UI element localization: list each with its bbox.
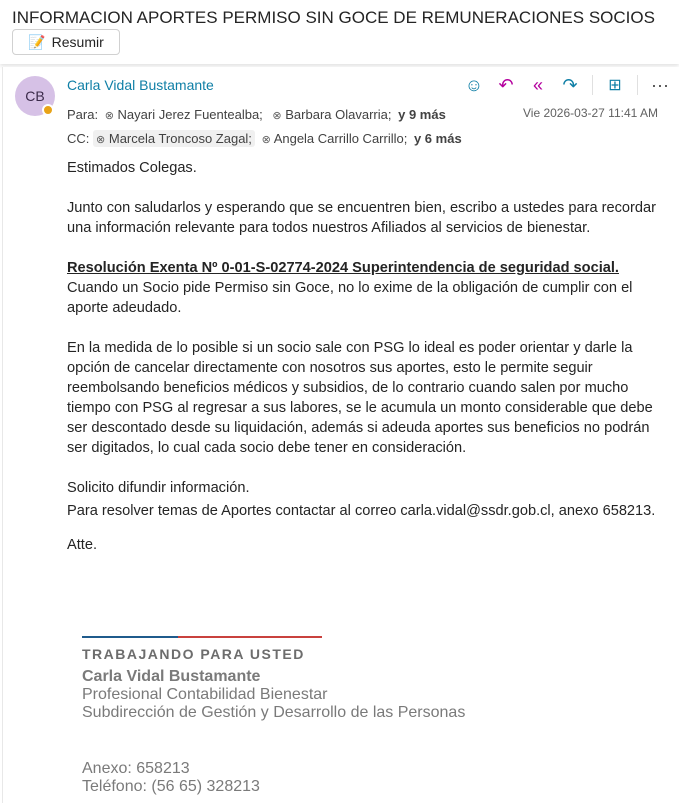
cc-chip[interactable] — [93, 130, 255, 147]
remove-icon: ⊗ — [104, 110, 114, 122]
paragraph: En la medida de lo posible si un socio sale con PSG lo ideal es poder orientar y darle la opción de cancelar directamente con nosotros sus aportes, esto le permite seguir reembolsando beneficios médicos y subsidios, de lo contrario cuando salen por mucho tiempo con PSG al regresar a sus labores, se le acumula un monto considerable que debe ser descontado desde su liquidación, además si adeuda aportes sus beneficios no podrán ser digitados, lo cual cada socio debe tener en consideración. — [67, 340, 653, 456]
signature-dept: Subdirección de Gestión y Desarrollo de las Personas — [82, 704, 466, 721]
email-subject: INFORMACION APORTES PERMISO SIN GOCE DE REMUNERACIONES SOCIOS — [12, 8, 655, 27]
sent-date: Vie 2026-03-27 11:41 AM — [523, 106, 658, 120]
paragraph: Junto con saludarlos y esperando que se encuentren bien, escribo a ustedes para recordar una información relevante para todos nuestros Afiliados al servicios de bienestar. — [67, 200, 656, 236]
divider — [637, 75, 638, 95]
recipient-name: Nayari Jerez Fuentealba; — [117, 107, 263, 122]
to-label: Para: — [67, 107, 99, 122]
summarize-label: Resumir — [51, 34, 104, 50]
more-options-icon[interactable]: ··· — [651, 74, 669, 95]
more-recipients-link[interactable]: y 9 más — [398, 107, 446, 122]
greeting: Estimados Colegas. — [67, 160, 197, 176]
paragraph: Solicito difundir información. — [67, 480, 250, 496]
presence-away-icon — [42, 104, 54, 116]
recipient-name: Barbara Olavarria; — [285, 107, 392, 122]
cc-chip[interactable] — [259, 130, 411, 147]
message-actions — [458, 73, 676, 97]
signature-rule — [82, 636, 322, 638]
remove-icon: ⊗ — [261, 134, 271, 146]
recipient-name: Angela Carrillo Carrillo; — [273, 131, 408, 146]
paragraph: Cuando un Socio pide Permiso sin Goce, no lo exime de la obligación de cumplir con el aporte adeudado. — [67, 280, 633, 316]
cc-line — [67, 130, 462, 147]
apps-grid-icon[interactable]: ⊞ — [608, 77, 622, 94]
recipient-chip[interactable] — [269, 106, 394, 123]
message-body — [67, 158, 659, 555]
resolution-heading: Resolución Exenta Nº 0-01-S-02774-2024 Superintendencia de seguridad social. — [67, 260, 619, 276]
avatar[interactable]: CB — [15, 76, 55, 116]
sender-name[interactable]: Carla Vidal Bustamante — [67, 77, 214, 93]
emoji-react-icon[interactable]: ☺ — [464, 74, 484, 95]
reply-icon[interactable]: ↶ — [498, 74, 514, 95]
remove-icon: ⊗ — [96, 134, 106, 146]
signature-phone: Teléfono: (56 65) 328213 — [82, 778, 260, 795]
reply-all-icon[interactable]: « — [532, 74, 543, 95]
divider — [592, 75, 593, 95]
forward-icon[interactable]: ↷ — [562, 74, 578, 95]
to-line — [67, 106, 446, 123]
summary-icon: 📝 — [28, 33, 46, 50]
signature-slogan: TRABAJANDO PARA USTED — [82, 646, 305, 662]
closing: Atte. — [67, 537, 98, 553]
cc-label: CC: — [67, 131, 90, 146]
remove-icon: ⊗ — [272, 110, 282, 122]
contact-paragraph: Para resolver temas de Aportes contactar al correo carla.vidal@ssdr.gob.cl, anexo 658213. — [67, 503, 656, 519]
recipient-name: Marcela Troncoso Zagal; — [108, 131, 252, 146]
signature-role: Profesional Contabilidad Bienestar — [82, 686, 328, 703]
signature-name: Carla Vidal Bustamante — [82, 668, 261, 685]
signature — [82, 636, 465, 796]
recipient-chip[interactable] — [102, 106, 266, 123]
signature-anexo: Anexo: 658213 — [82, 760, 190, 777]
message-header — [0, 0, 679, 64]
more-cc-link[interactable]: y 6 más — [413, 131, 462, 146]
summarize-button[interactable] — [12, 29, 120, 55]
